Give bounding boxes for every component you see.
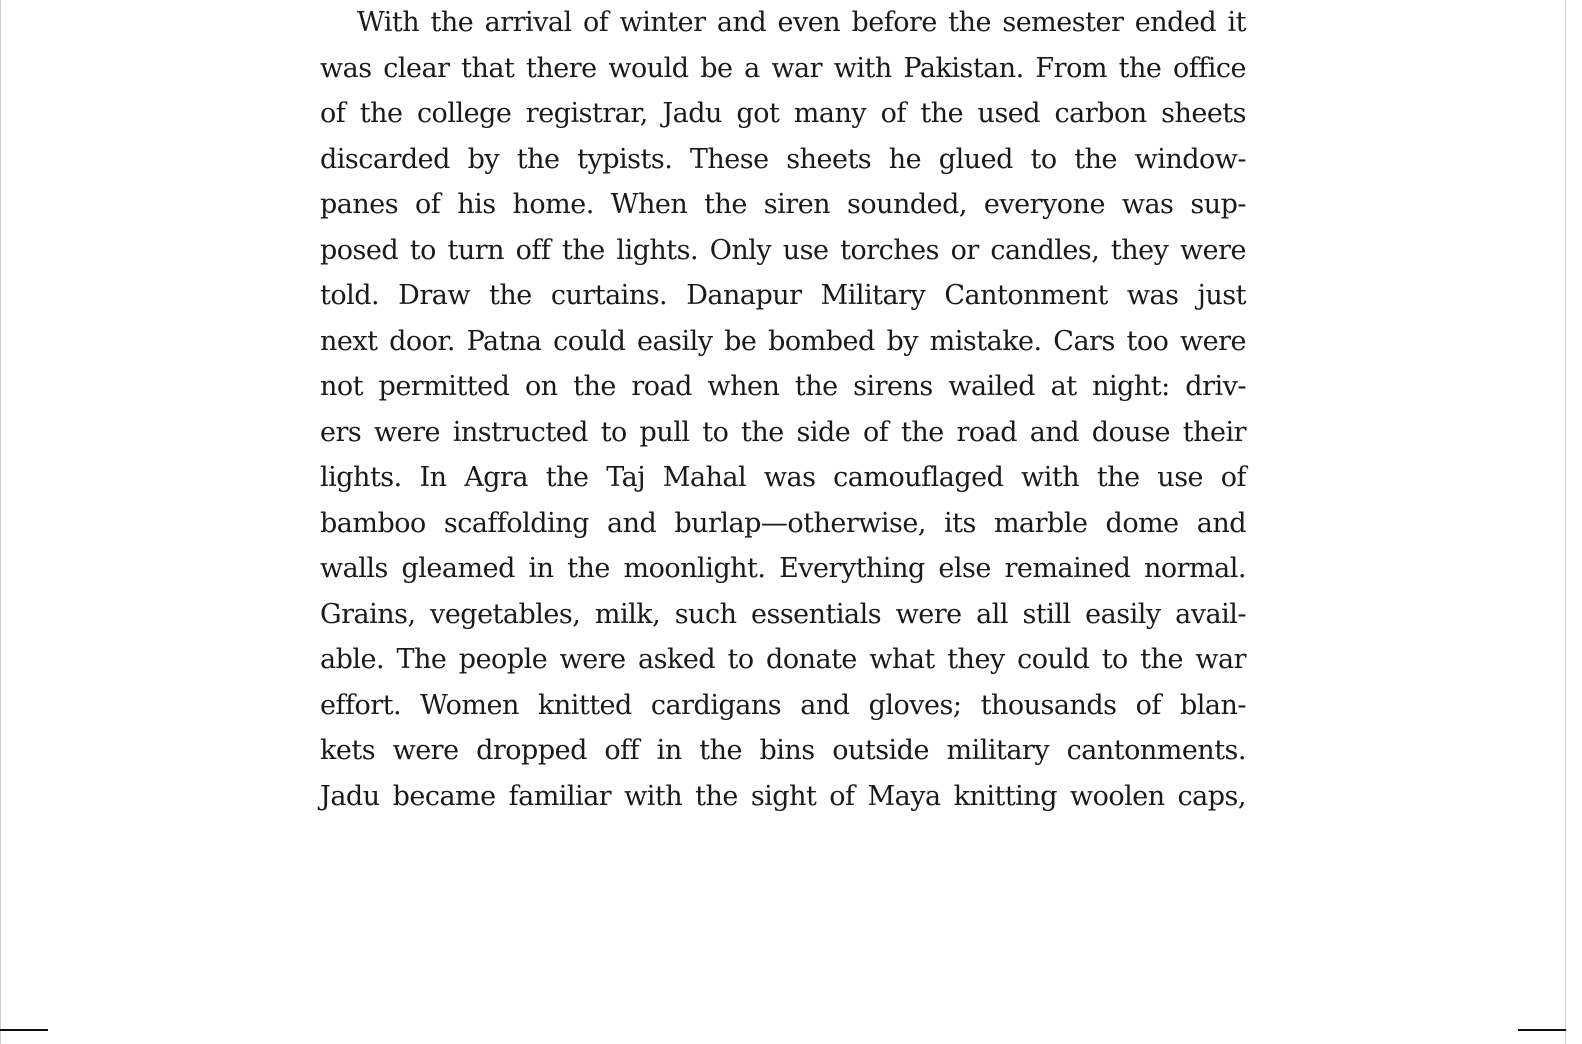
text-line: walls gleamed in the moonlight. Everything else remained normal. bbox=[320, 553, 1246, 584]
text-line: lights. In Agra the Taj Mahal was camouflaged with the use of bbox=[320, 462, 1246, 493]
crop-mark-bottom-left bbox=[0, 1029, 48, 1031]
page-edge-left bbox=[0, 0, 1, 1044]
page-edge-right bbox=[1565, 0, 1566, 1044]
text-line: told. Draw the curtains. Danapur Military Cantonment was just bbox=[320, 280, 1246, 311]
body-paragraph bbox=[320, 0, 1246, 819]
text-line: Jadu became familiar with the sight of Maya knitting woolen caps, bbox=[320, 780, 1246, 812]
text-line: ers were instructed to pull to the side of the road and douse their bbox=[320, 416, 1246, 448]
text-line: kets were dropped off in the bins outside military cantonments. bbox=[320, 735, 1246, 766]
text-line: able. The people were asked to donate what they could to the war bbox=[320, 644, 1246, 675]
text-line: not permitted on the road when the sirens wailed at night: driv- bbox=[320, 371, 1246, 402]
text-line: bamboo scaffolding and burlap—otherwise, its marble dome and bbox=[320, 507, 1246, 539]
text-line: of the college registrar, Jadu got many of the used carbon sheets bbox=[320, 98, 1246, 129]
text-line: panes of his home. When the siren sounded, everyone was sup- bbox=[320, 189, 1246, 220]
text-line: next door. Patna could easily be bombed by mistake. Cars too were bbox=[320, 325, 1246, 357]
text-line: effort. Women knitted cardigans and gloves; thousands of blan- bbox=[320, 689, 1246, 721]
text-line: posed to turn off the lights. Only use torches or candles, they were bbox=[320, 234, 1246, 266]
text-line: was clear that there would be a war with Pakistan. From the office bbox=[320, 52, 1246, 84]
text-line: Grains, vegetables, milk, such essentials were all still easily avail- bbox=[320, 598, 1246, 630]
text-line: With the arrival of winter and even before the semester ended it bbox=[357, 7, 1246, 38]
crop-mark-bottom-right bbox=[1518, 1029, 1566, 1031]
text-line: discarded by the typists. These sheets he glued to the window- bbox=[320, 143, 1246, 175]
